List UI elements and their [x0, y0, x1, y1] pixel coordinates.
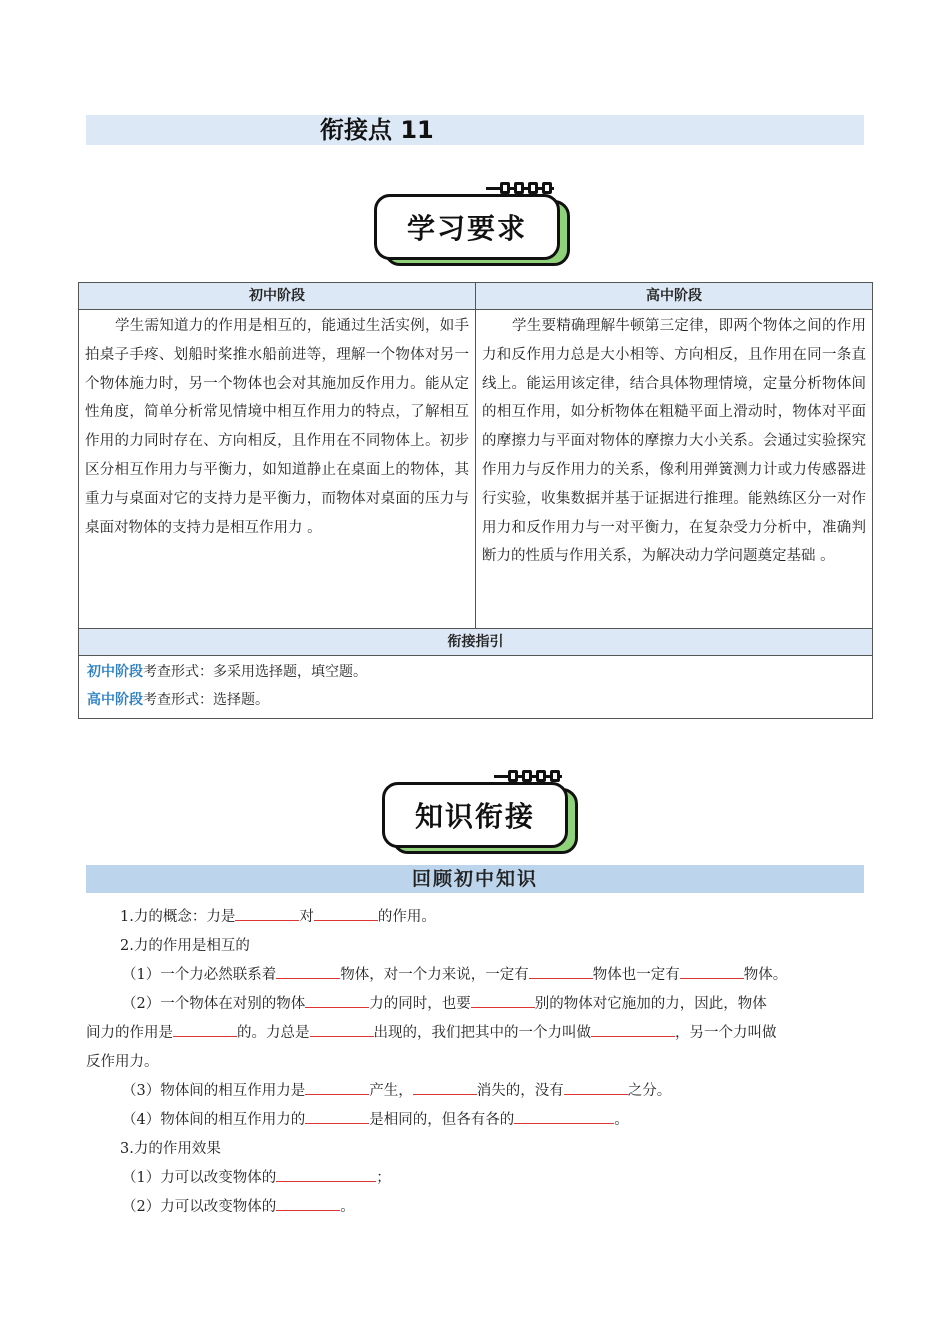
- badge-label: 学习要求: [406, 212, 527, 245]
- guide-header: 衔接指引: [79, 629, 873, 656]
- blank[interactable]: [310, 1020, 374, 1037]
- knowledge-body: [86, 903, 864, 1222]
- blank[interactable]: [514, 1107, 614, 1124]
- line-2: 2.力的作用是相互的: [120, 938, 250, 954]
- blank[interactable]: [471, 991, 535, 1008]
- line-9: 3.力的作用效果: [120, 1141, 221, 1157]
- blank[interactable]: [276, 962, 340, 979]
- senior-requirements-cell: [476, 310, 873, 629]
- section-bar: [86, 865, 864, 893]
- guide-junior-line: [87, 658, 864, 686]
- badge-label: 知识衔接: [414, 800, 535, 833]
- badge-face: [374, 194, 560, 260]
- section-title: 回顾初中知识: [411, 868, 538, 890]
- guide-junior-text: 考查形式：多采用选择题，填空题。: [143, 664, 367, 680]
- knowledge-link-badge: [382, 778, 582, 858]
- badge-face: [382, 782, 568, 848]
- blank[interactable]: [413, 1078, 477, 1095]
- guide-cell: [79, 656, 873, 719]
- col-senior-header: 高中阶段: [476, 283, 873, 310]
- line-10: （1）力可以改变物体的 ；: [86, 1164, 864, 1193]
- title-bar: [86, 115, 864, 145]
- blank[interactable]: [305, 1078, 369, 1095]
- line-5: 间力的作用是 的。力总是 出现的，我们把其中的一个力叫做 ，另一个力叫做: [86, 1019, 864, 1048]
- blank[interactable]: [173, 1020, 237, 1037]
- blank[interactable]: [305, 1107, 369, 1124]
- blank[interactable]: [529, 962, 593, 979]
- guide-senior-text: 考查形式：选择题。: [143, 692, 269, 708]
- blank[interactable]: [591, 1020, 675, 1037]
- page-title: 衔接点 11: [320, 116, 434, 144]
- line-6: 反作用力。: [86, 1054, 159, 1070]
- line-8: （4）物体间的相互作用力的 是相同的，但各有各的 。: [86, 1106, 864, 1135]
- col-junior-header: 初中阶段: [79, 283, 476, 310]
- requirements-table: [78, 282, 873, 719]
- blank[interactable]: [235, 904, 299, 921]
- study-requirements-badge: [374, 190, 574, 270]
- guide-senior-line: [87, 686, 864, 714]
- line-4: （2）一个物体在对别的物体 力的同时，也要 别的物体对它施加的力，因此，物体: [86, 990, 864, 1019]
- blank[interactable]: [314, 904, 378, 921]
- guide-junior-label: 初中阶段: [87, 664, 143, 680]
- guide-senior-label: 高中阶段: [87, 692, 143, 708]
- line-7: （3）物体间的相互作用力是 产生， 消失的，没有 之分。: [86, 1077, 864, 1106]
- line-11: （2）力可以改变物体的 。: [86, 1193, 864, 1222]
- senior-text: 学生要精确理解牛顿第三定律，即两个物体之间的作用力和反作用力总是大小相等、方向相反，且作用在同一条直线上。能运用该定律，结合具体物理情境，定量分析物体间的相互作用，如分析物体在粗糙平面上滑动时，物体对平面的摩擦力与平面对物体的摩擦力大小关系。会通过实验探究作用力与反作用力的关系，像利用弹簧测力计或力传感器进行实验，收集数据并基于证据进行推理。能熟练区分一对作用力和反作用力与一对平衡力，在复杂受力分析中，准确判断力的性质与作用关系，为解决动力学问题奠定基础 。: [482, 318, 866, 565]
- blank[interactable]: [305, 991, 369, 1008]
- blank[interactable]: [276, 1194, 340, 1211]
- blank[interactable]: [276, 1165, 376, 1182]
- junior-text: 学生需知道力的作用是相互的，能通过生活实例，如手拍桌子手疼、划船时桨推水船前进等，理解一个物体对另一个物体施力时，另一个物体也会对其施加反作用力。能从定性角度，简单分析常见情境中相互作用力的特点，了解相互作用的力同时存在、方向相反，且作用在不同物体上。初步区分相互作用力与平衡力，如知道静止在桌面上的物体，其重力与桌面对它的支持力是平衡力，而物体对桌面的压力与桌面对物体的支持力是相互作用力 。: [85, 318, 469, 536]
- blank[interactable]: [680, 962, 744, 979]
- junior-requirements-cell: [79, 310, 476, 629]
- blank[interactable]: [564, 1078, 628, 1095]
- line-3: （1）一个力必然联系着 物体，对一个力来说，一定有 物体也一定有 物体。: [86, 961, 864, 990]
- line-1: 1.力的概念：力是 对 的作用。: [86, 903, 864, 932]
